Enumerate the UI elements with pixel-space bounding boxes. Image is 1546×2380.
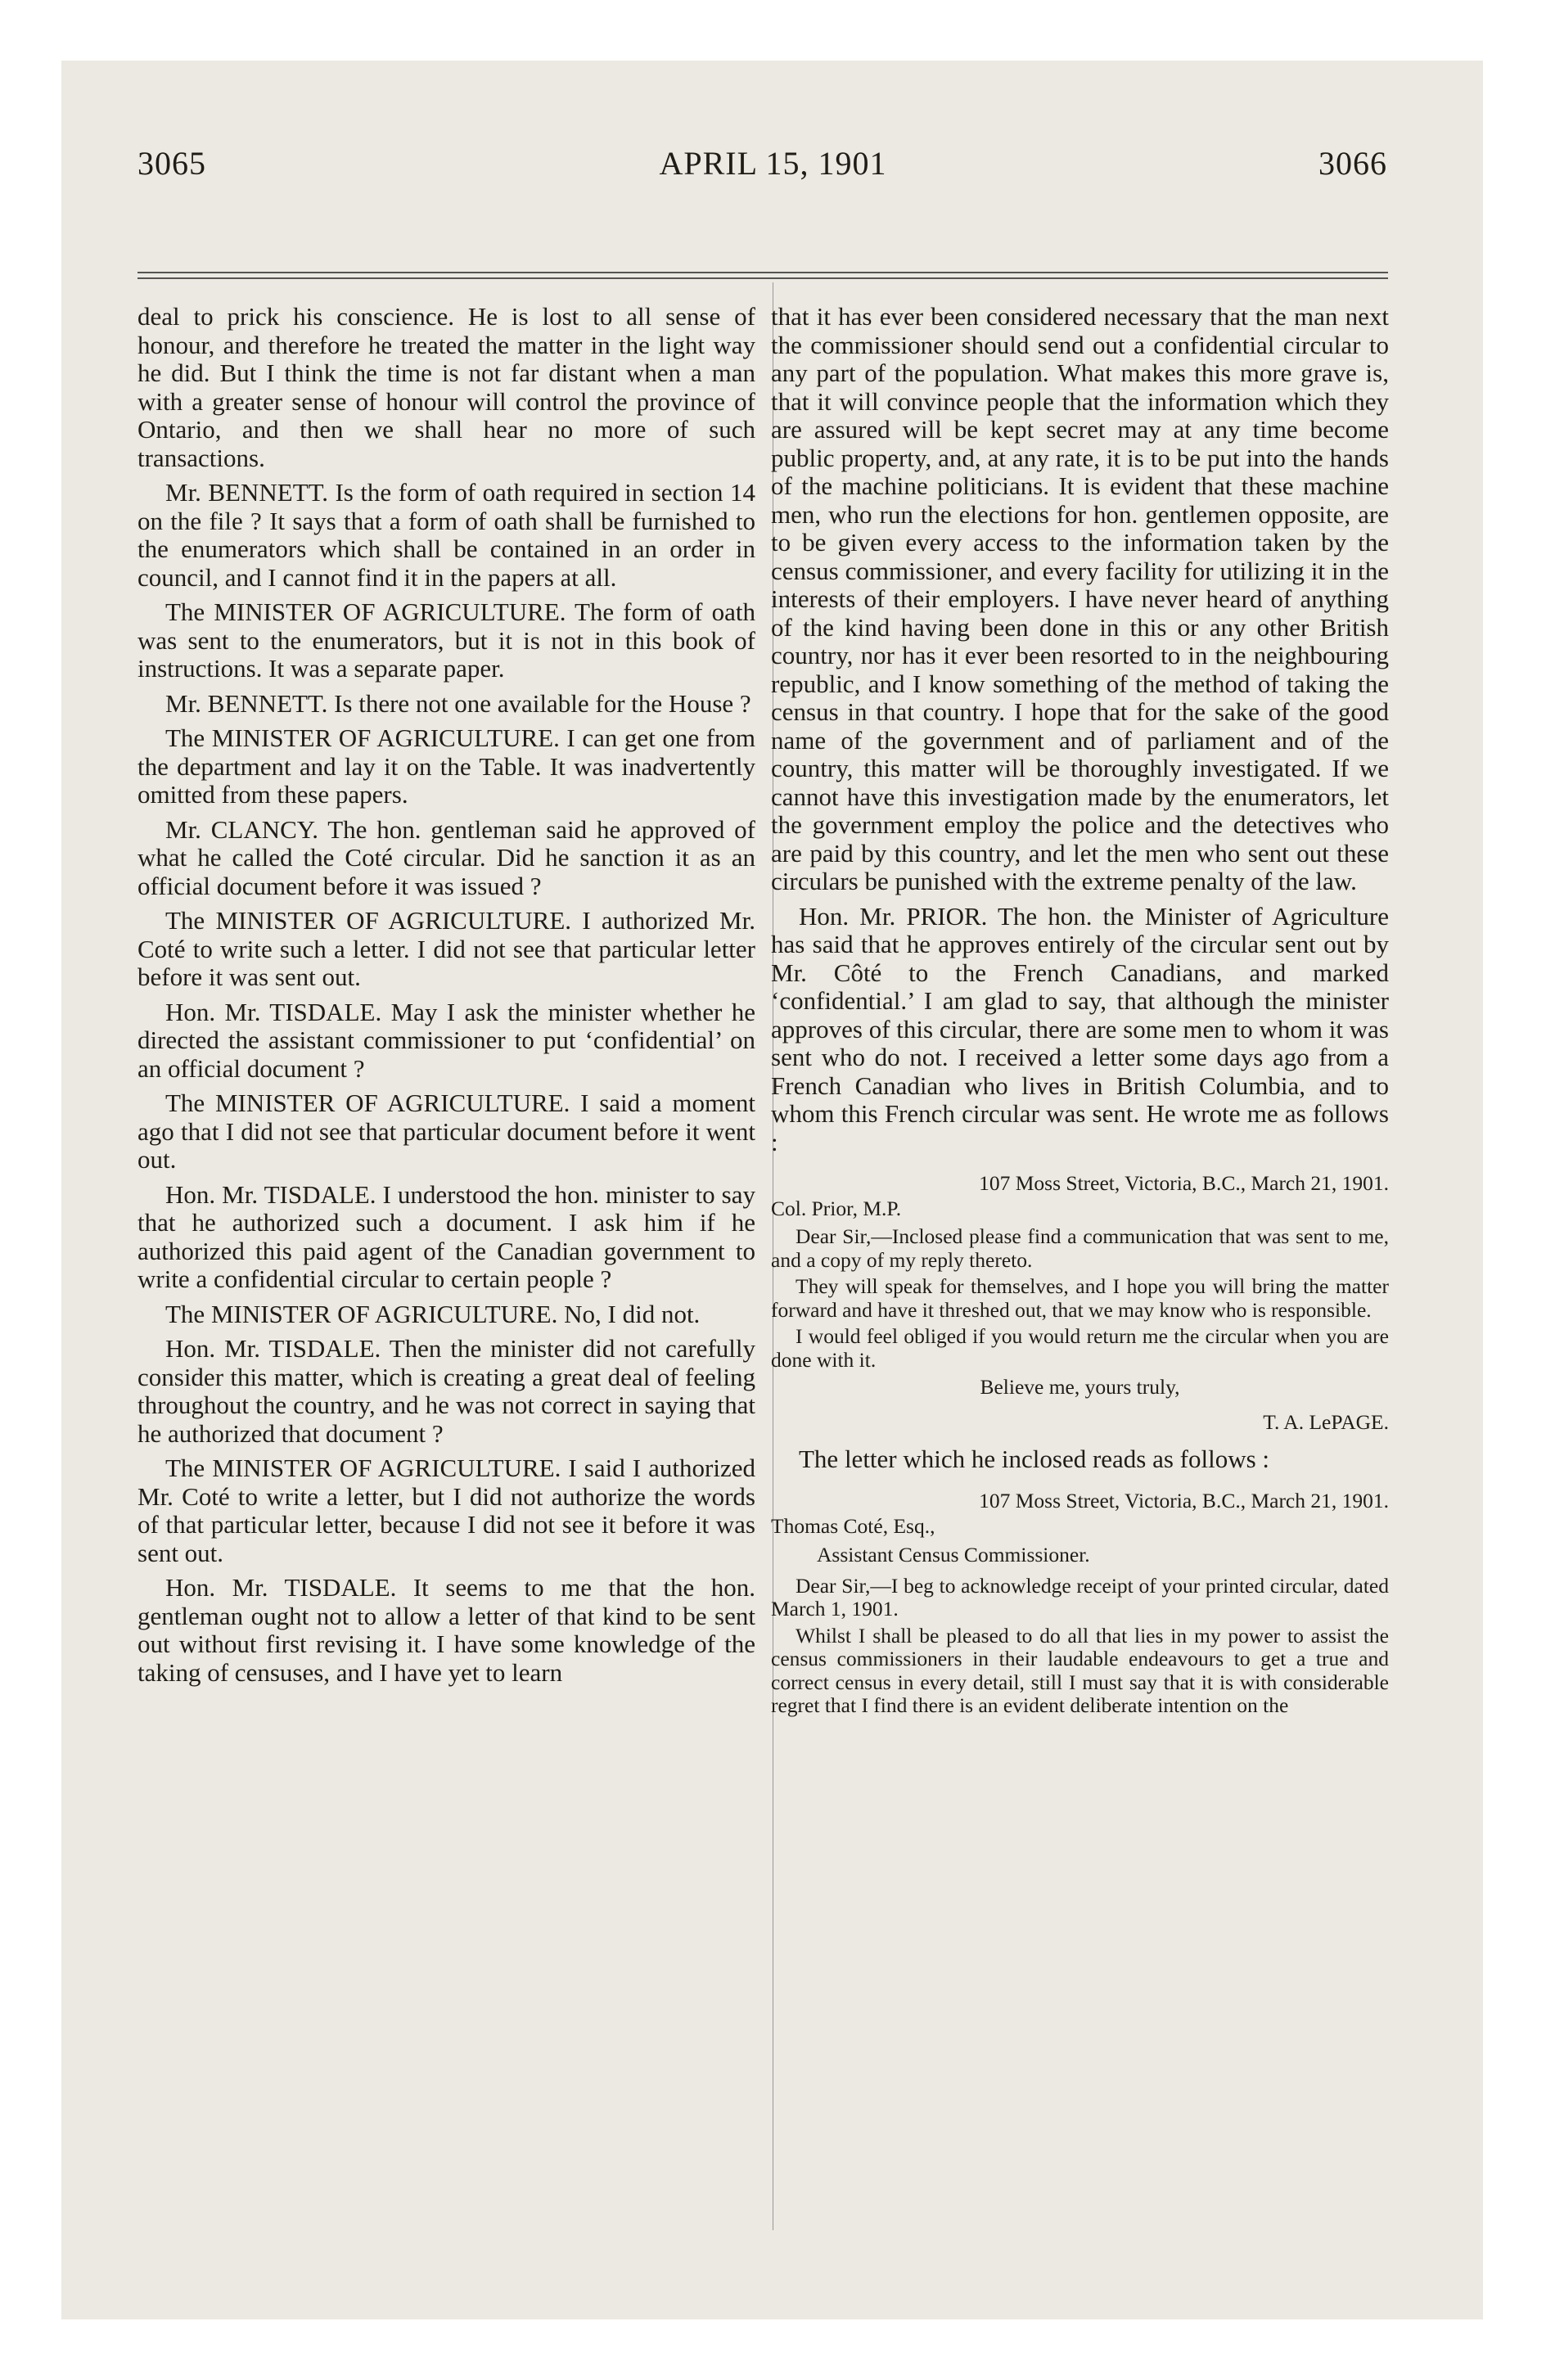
paragraph: The letter which he inclosed reads as follows :	[799, 1445, 1270, 1473]
right-column	[771, 303, 1389, 1721]
left-page-number: 3065	[137, 145, 206, 182]
paragraph: Hon. Mr. TISDALE. May I ask the minister whether he directed the assistant commissioner to put ‘confidential’ on an official document ?	[137, 997, 755, 1083]
paragraph: Hon. Mr. TISDALE. It seems to me that the hon. gentleman ought not to allow a letter of that kind to be sent out without first revising it. I have some knowledge of the taking of censuses, and I have yet to learn	[137, 1573, 755, 1687]
paragraph: Mr. BENNETT. Is there not one available for the House ?	[165, 688, 751, 718]
paragraph: The MINISTER OF AGRICULTURE. I said I authorized Mr. Coté to write a letter, but I did not authorize the words of that particular letter, because I did not see it before it was sent out.	[137, 1454, 755, 1567]
letter-address: 107 Moss Street, Victoria, B.C., March 21, 1901.	[979, 1488, 1389, 1512]
paragraph: Mr. BENNETT. Is the form of oath required in section 14 on the file ? It says that a form of oath shall be furnished to the enumerators which shall be contained in an order in council, and I cannot find it in the papers at all.	[137, 478, 755, 592]
letter-paragraph: They will speak for themselves, and I hope you will bring the matter forward and have it threshed out, that we may know who is responsible.	[771, 1274, 1389, 1322]
left-column	[137, 303, 755, 1693]
letter-paragraph: I would feel obliged if you would return me the circular when you are done with it.	[771, 1324, 1389, 1372]
paragraph: deal to prick his conscience. He is lost to all sense of honour, and therefore he treated the matter in the light way he did. But I think the time is not far distant when a man with a greater sense of honour will control the province of Ontario, and then we shall hear no more of such transactions.	[137, 302, 755, 472]
paragraph: The MINISTER OF AGRICULTURE. No, I did not.	[165, 1299, 701, 1328]
paragraph: Hon. Mr. PRIOR. The hon. the Minister of Agriculture has said that he approves entirely of the circular sent out by Mr. Côté to the French Canadians, and marked ‘confidential.’ I am glad to say, that although the minister approves of this circular, there are some men to whom it was sent who do not. I received a letter some days ago from a French Canadian who lives in British Columbia, and to whom this French circular was sent. He wrote me as follows :	[771, 901, 1389, 1156]
letter-paragraph: Whilst I shall be pleased to do all that lies in my power to assist the census commissioners in their laudable endeavours to get a true and correct census in every detail, still I must say that it is with considerable regret that I find there is an evident deliberate intention on the	[771, 1623, 1389, 1717]
letter-recipient: Col. Prior, M.P.	[771, 1197, 902, 1220]
letter-paragraph: Dear Sir,—Inclosed please find a communication that was sent to me, and a copy of my reply thereto.	[771, 1224, 1389, 1272]
paragraph: that it has ever been considered necessary that the man next the commissioner should send out a confidential circular to any part of the population. What makes this more grave is, that it will convince people that the information which they are assured will be kept secret may at any time become public property, and, at any rate, it is to be put into the hands of the machine politicians. It is evident that these machine men, who run the elections for hon. gentlemen opposite, are to be given every access to the information taken by the census commissioner, and every facility for utilizing it in the interests of their employers. I have never heard of anything of the kind having been done in this or any other British country, nor has it ever been resorted to in the neighbouring republic, and I know something of the method of taking the census in that country. I hope that for the sake of the good name of the government and of parliament and of the country, this matter will be thoroughly investigated. If we cannot have this investigation made by the enumerators, let the government employ the police and the detectives who are paid by this country, and let the men who sent out these circulars be punished with the extreme penalty of the law.	[771, 302, 1389, 895]
header-rule-top	[137, 272, 1388, 273]
paragraph: The MINISTER OF AGRICULTURE. I can get one from the department and lay it on the Table. It was inadvertently omitted from these papers.	[137, 723, 755, 809]
letter-closing: Believe me, yours truly,	[980, 1375, 1180, 1399]
right-page-number: 3066	[1318, 145, 1387, 182]
letter-recipient: Thomas Coté, Esq.,	[771, 1513, 935, 1538]
paragraph: The MINISTER OF AGRICULTURE. I said a moment ago that I did not see that particular document before it went out.	[137, 1089, 755, 1174]
paragraph: The MINISTER OF AGRICULTURE. The form of oath was sent to the enumerators, but it is not in this book of instructions. It was a separate paper.	[137, 597, 755, 683]
paragraph: Hon. Mr. TISDALE. I understood the hon. minister to say that he authorized such a document. I ask him if he authorized this paid agent of the Canadian government to write a confidential circular to certain people ?	[137, 1179, 755, 1293]
letter-recipient-title: Assistant Census Commissioner.	[817, 1542, 1090, 1566]
paragraph: The MINISTER OF AGRICULTURE. I authorized Mr. Coté to write such a letter. I did not see that particular letter before it was sent out.	[137, 906, 755, 991]
page-date-header: APRIL 15, 1901	[659, 145, 887, 182]
paragraph: Hon. Mr. TISDALE. Then the minister did not carefully consider this matter, which is creating a great deal of feeling throughout the country, and he was not correct in saying that he authorized that document ?	[137, 1334, 755, 1448]
letter-address: 107 Moss Street, Victoria, B.C., March 21, 1901.	[979, 1171, 1389, 1195]
letter-signature: T. A. LePAGE.	[1263, 1410, 1389, 1434]
letter-paragraph: Dear Sir,—I beg to acknowledge receipt of your printed circular, dated March 1, 1901.	[771, 1573, 1389, 1620]
paragraph: Mr. CLANCY. The hon. gentleman said he approved of what he called the Coté circular. Did he sanction it as an official document before it was issued ?	[137, 814, 755, 900]
header-rule-bottom	[137, 277, 1388, 279]
